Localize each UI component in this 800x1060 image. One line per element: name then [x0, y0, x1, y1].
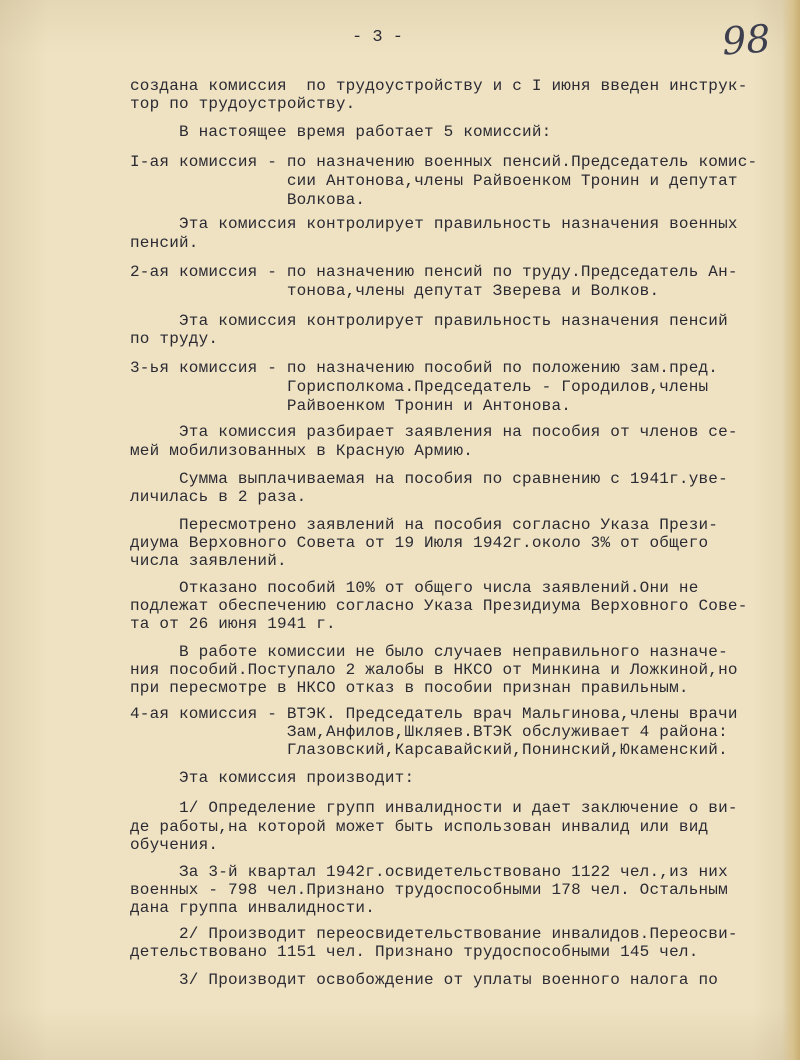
text-line: 3-ья комиссия - по назначению пособий по положению зам.пред.: [130, 359, 719, 377]
text-line: мей мобилизованных в Красную Армию.: [130, 442, 474, 460]
text-line: создана комиссия по трудоустройству и с I июня введен инструк-: [130, 77, 748, 95]
text-line: Волкова.: [130, 191, 366, 209]
text-line: дана группа инвалидности.: [130, 899, 376, 917]
text-line: обучения.: [130, 836, 219, 854]
text-line: военных - 798 чел.Признано трудоспособными 178 чел. Остальным: [130, 881, 728, 899]
text-line: подлежат обеспечению согласно Указа Президиума Верховного Сове-: [130, 597, 748, 615]
text-line: тор по трудоустройству.: [130, 95, 356, 113]
text-line: ния пособий.Поступало 2 жалобы в НКСО от Минкина и Ложкиной,но: [130, 661, 738, 679]
page-number: - 3 -: [352, 28, 404, 47]
text-line: В работе комиссии не было случаев неправильного назначе-: [130, 643, 728, 661]
text-line: 1/ Определение групп инвалидности и дает заключение о ви-: [130, 799, 738, 817]
text-line: В настоящее время работает 5 комиссий:: [130, 123, 552, 141]
handwritten-folio-number: 98: [720, 16, 772, 64]
text-line: Зам,Анфилов,Шкляев.ВТЭК обслуживает 4 района:: [130, 723, 728, 741]
text-line: 2/ Производит переосвидетельствование инвалидов.Переосви-: [130, 925, 738, 943]
text-line: диума Верховного Совета от 19 Июля 1942г.около 3% от общего: [130, 534, 709, 552]
text-line: 3/ Производит освобождение от уплаты военного налога по: [130, 971, 719, 989]
text-line: Горисполкома.Председатель - Городилов,члены: [130, 378, 709, 396]
text-line: I-ая комиссия - по назначению военных пенсий.Председатель комис-: [130, 153, 758, 171]
text-line: Пересмотрено заявлений на пособия согласно Указа Прези-: [130, 516, 719, 534]
text-line: личилась в 2 раза.: [130, 488, 307, 506]
text-line: та от 26 июня 1941 г.: [130, 615, 336, 633]
text-line: Эта комиссия производит:: [130, 769, 415, 787]
text-line: Эта комиссия разбирает заявления на пособия от членов се-: [130, 423, 738, 441]
text-line: числа заявлений.: [130, 552, 287, 570]
page-edge-shadow: [782, 0, 800, 1060]
text-line: 2-ая комиссия - по назначению пенсий по труду.Председатель Ан-: [130, 263, 738, 281]
text-line: при пересмотре в НКСО отказ в пособии признан правильным.: [130, 679, 689, 697]
text-line: Эта комиссия контролирует правильность назначения пенсий: [130, 312, 728, 330]
text-line: детельствовано 1151 чел. Признано трудоспособными 145 чел.: [130, 943, 699, 961]
text-line: 4-ая комиссия - ВТЭК. Председатель врач Мальгинова,члены врачи: [130, 705, 738, 723]
text-line: За 3-й квартал 1942г.освидетельствовано 1122 чел.,из них: [130, 863, 728, 881]
text-line: Райвоенком Тронин и Антонова.: [130, 397, 572, 415]
text-line: тонова,члены депутат Зверева и Волков.: [130, 282, 660, 300]
text-line: де работы,на которой может быть использован инвалид или вид: [130, 818, 709, 836]
text-line: Эта комиссия контролирует правильность назначения военных: [130, 215, 738, 233]
text-line: по труду.: [130, 330, 219, 348]
text-line: Отказано пособий 10% от общего числа заявлений.Они не: [130, 579, 699, 597]
text-line: Сумма выплачиваемая на пособия по сравнению с 1941г.уве-: [130, 470, 728, 488]
text-line: Глазовский,Карсавайский,Понинский,Юкаменский.: [130, 741, 728, 759]
text-line: сии Антонова,члены Райвоенком Тронин и депутат: [130, 172, 738, 190]
text-line: пенсий.: [130, 234, 199, 252]
